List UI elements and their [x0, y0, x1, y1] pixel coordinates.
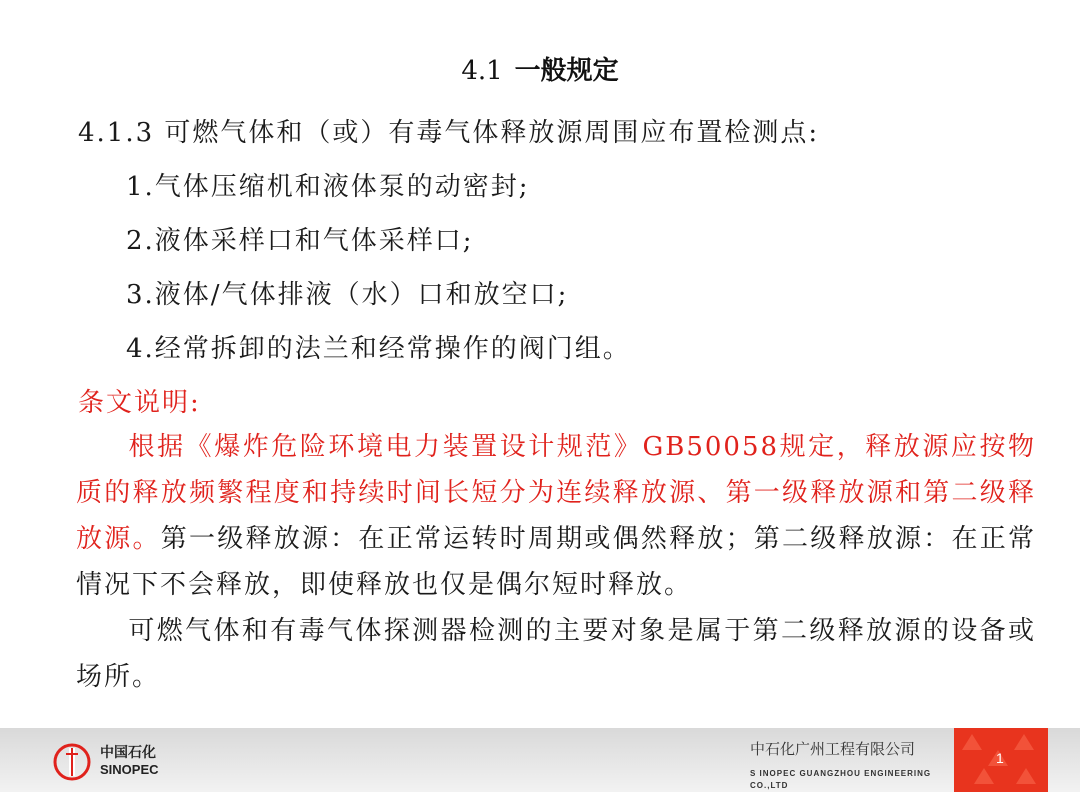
list-item: 2.液体采样口和气体采样口;: [126, 226, 474, 256]
explanation-paragraph: [76, 424, 1036, 608]
explanation-red-text: 根据《爆炸危险环境电力装置设计规范》GB50058规定，释放源应按物质的释放频繁程度和持续时间长短分为连续释放源、第一级释放源和第二级释放源。: [76, 432, 1036, 554]
explanation-heading: 条文说明:: [78, 388, 201, 418]
slide-title: [0, 50, 1080, 87]
list-item: 1.气体压缩机和液体泵的动密封;: [126, 172, 530, 202]
section-title: 一般规定: [514, 56, 619, 86]
list-item: 3.液体/气体排液（水）口和放空口;: [126, 280, 569, 310]
section-number: 4.1: [461, 56, 503, 86]
logo-en-text: SINOPEC: [100, 762, 159, 777]
company-name-en: S INOPEC GUANGZHOU ENGINEERING CO.,LTD: [750, 769, 932, 790]
detector-paragraph: [76, 608, 1036, 700]
logo-cn-text: 中国石化: [100, 744, 156, 760]
sinopec-logo-icon: [52, 742, 92, 782]
explanation-black-text: 第一级释放源：在正常运转时周期或偶然释放；第二级释放源：在正常情况下不会释放，即使释放也仅是偶尔短时释放。: [76, 524, 1036, 600]
company-name-cn: 中石化广州工程有限公司: [750, 741, 916, 758]
clause-heading: 4.1.3 可燃气体和（或）有毒气体释放源周围应布置检测点:: [78, 118, 820, 148]
page-number: 1: [996, 750, 1004, 766]
list-item: 4.经常拆卸的法兰和经常操作的阀门组。: [126, 334, 631, 364]
detector-text: 可燃气体和有毒气体探测器检测的主要对象是属于第二级释放源的设备或场所。: [76, 616, 1036, 692]
footer-bar: [0, 728, 1080, 792]
